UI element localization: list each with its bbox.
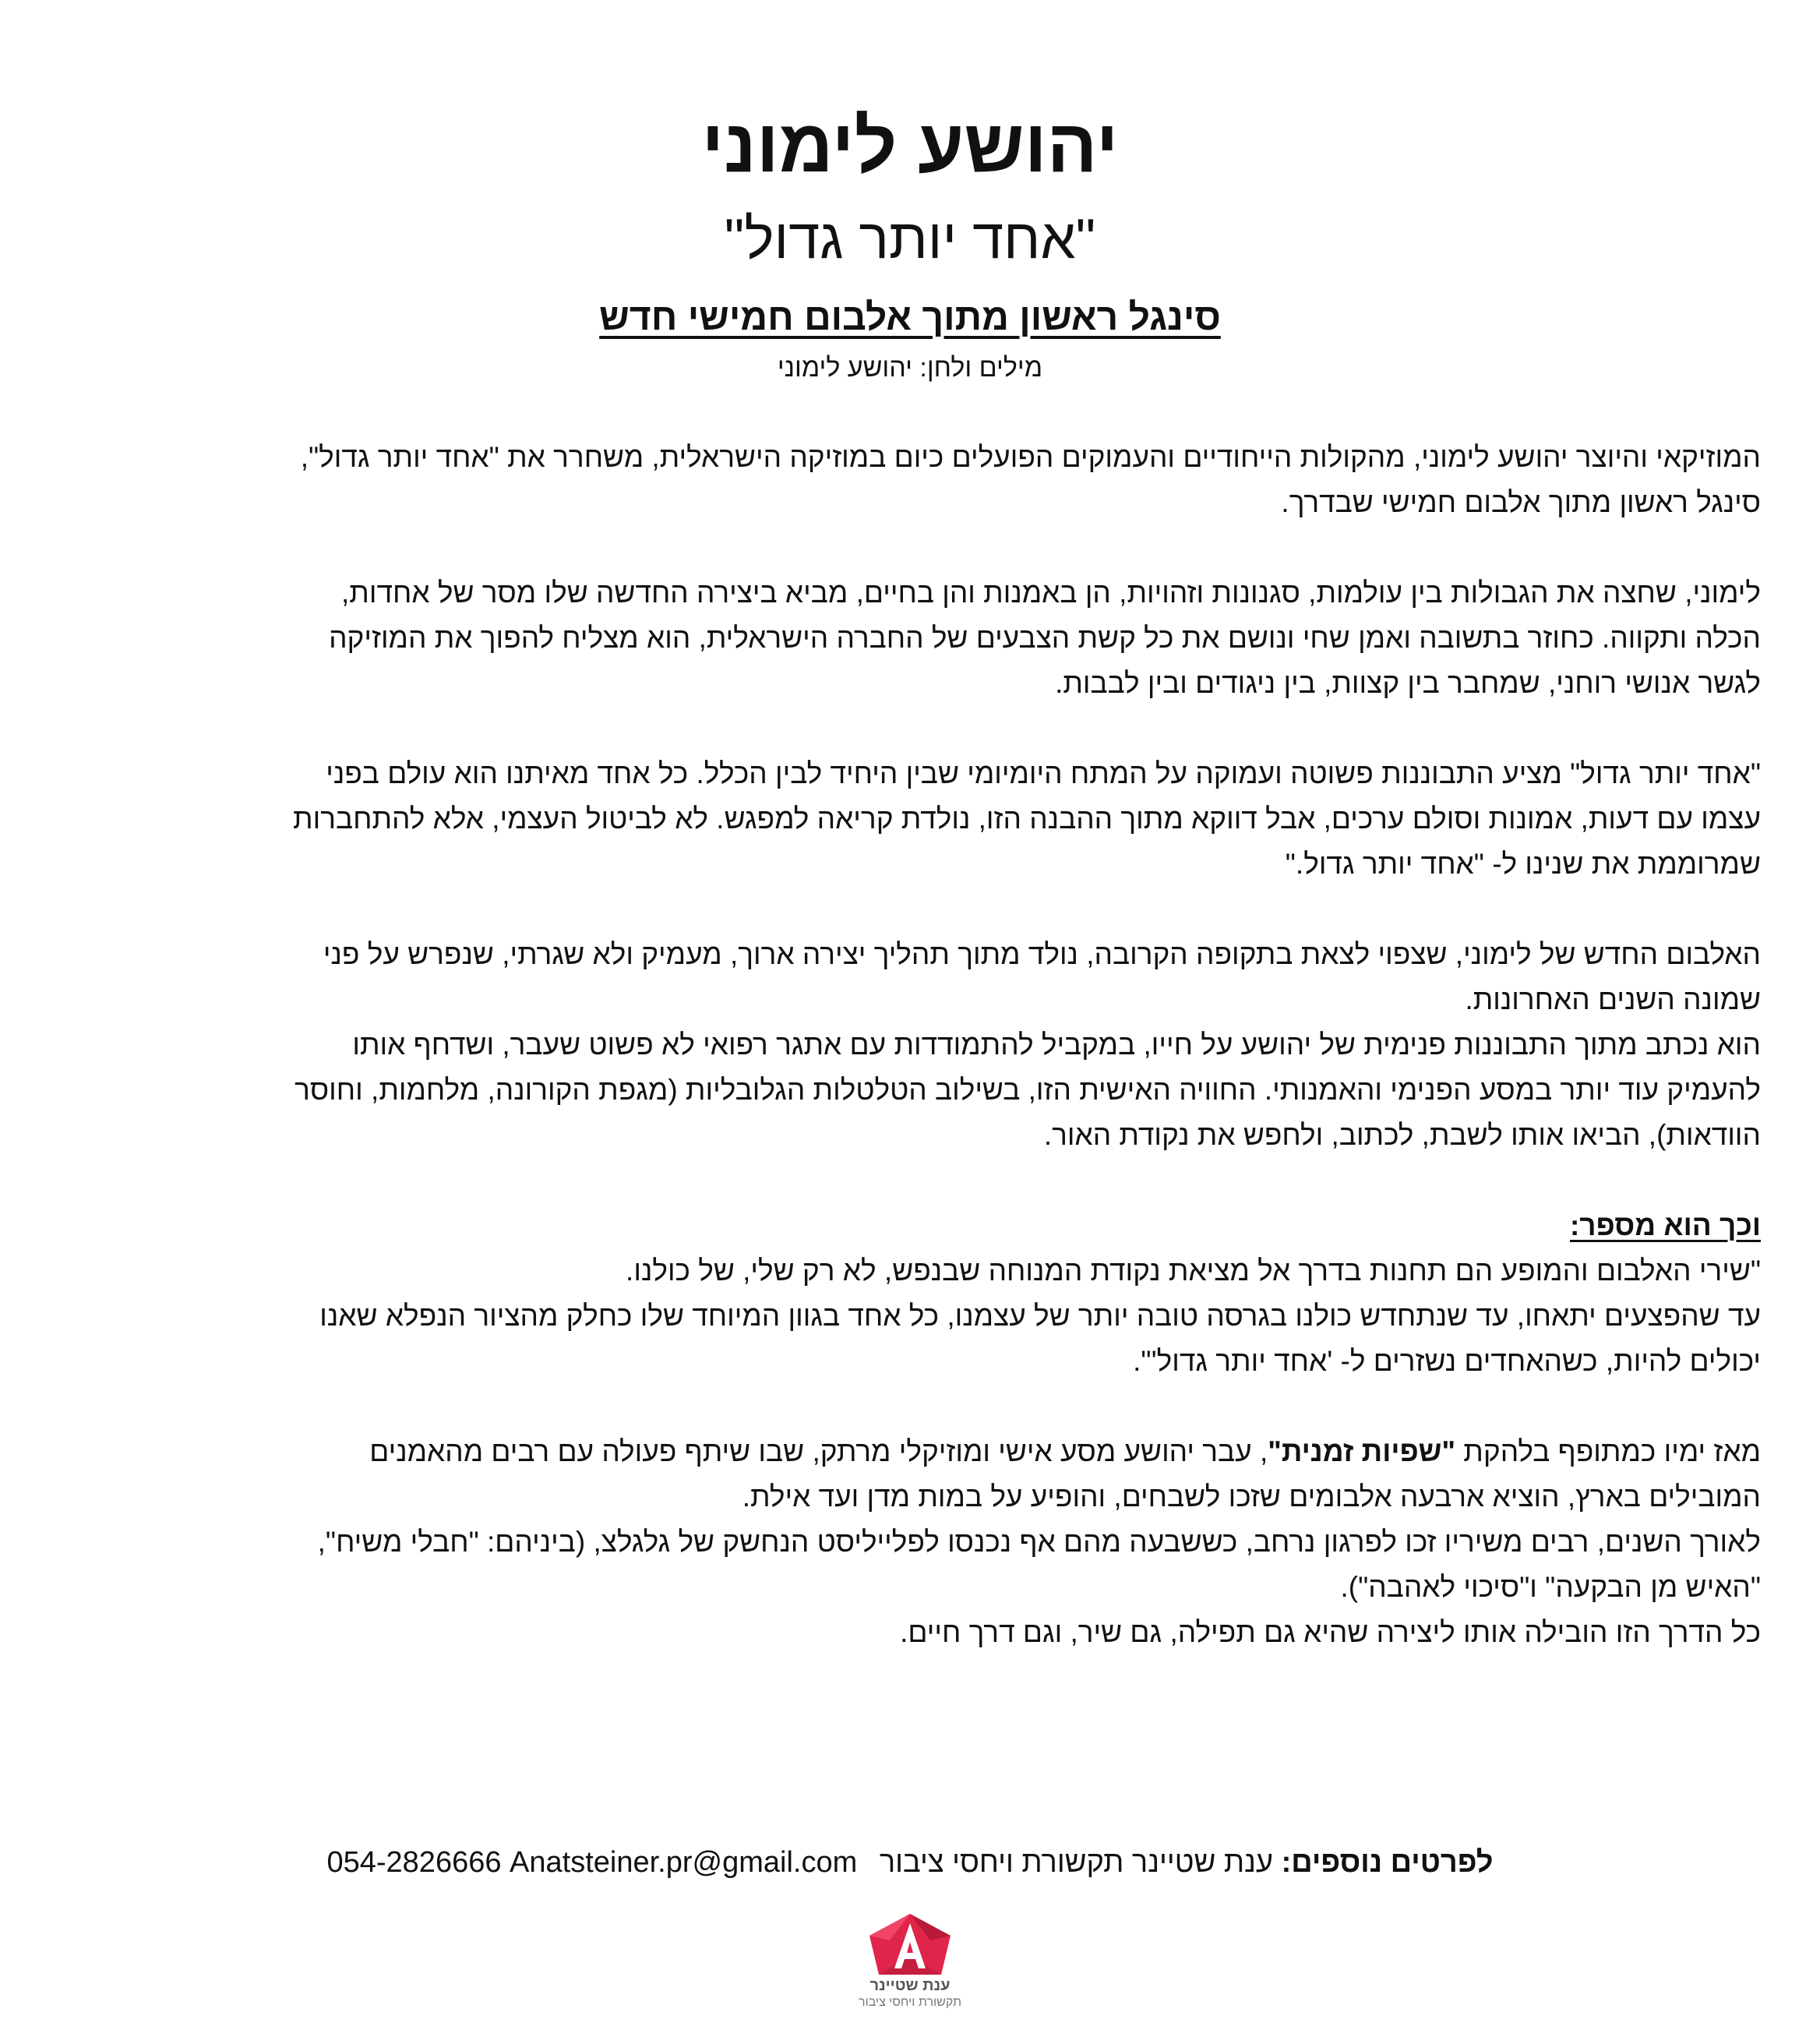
paragraph-line: המוזיקאי והיוצר יהושע לימוני, מהקולות הייחודיים והעמוקים הפועלים כיום במוזיקה הישראלית, משחרר את "אחד יותר גדול",	[300, 441, 1761, 473]
band-name: "שפיות זמנית"	[1268, 1435, 1456, 1467]
paragraph-line: לגשר אנושי רוחני, שמחבר בין קצוות, בין ניגודים ובין לבבות.	[1055, 667, 1761, 699]
paragraph-text: , עבר יהושע מסע אישי ומוזיקלי מרתק, שבו שיתף פעולה עם רבים מהאמנים	[369, 1435, 1268, 1467]
paragraph-line: יכולים להיות, כשהאחדים נשזרים ל- 'אחד יותר גדול'".	[1133, 1345, 1761, 1377]
contact-label: לפרטים נוספים:	[1281, 1846, 1494, 1879]
paragraph-line: עצמו עם דעות, אמונות וסולם ערכים, אבל דווקא מתוך ההבנה הזו, נולדת קריאה למפגש. לא לביטול העצמי, אלא להתחברות	[293, 803, 1761, 835]
paragraph-line: סינגל ראשון מתוך אלבום חמישי שבדרך.	[1281, 486, 1761, 518]
paragraph-line: האלבום החדש של לימוני, שצפוי לצאת בתקופה הקרובה, נולד מתוך תהליך יצירה ארוך, מעמיק ולא שגרתי, שנפרש על פני	[323, 938, 1761, 970]
quote-subheading: וכך הוא מספר:	[1569, 1209, 1761, 1241]
single-subtitle: סינגל ראשון מתוך אלבום חמישי חדש	[599, 297, 1221, 338]
paragraph-line	[47, 1429, 1761, 1474]
contact-email: Anatsteiner.pr@gmail.com	[510, 1846, 858, 1879]
contact-line	[0, 1843, 1820, 1882]
paragraph-line: הוא נכתב מתוך התבוננות פנימית של יהושע על חייו, במקביל להתמודדות עם אתגר רפואי לא פשוט שעבר, ושדחף אותו	[352, 1029, 1761, 1061]
paragraph-line: כל הדרך הזו הובילה אותו ליצירה שהיא גם תפילה, גם שיר, וגם דרך חיים.	[900, 1616, 1761, 1648]
paragraph-line: שמונה השנים האחרונות.	[1465, 983, 1761, 1015]
paragraph-line: לימוני, שחצה את הגבולות בין עולמות, סגנונות וזהויות, הן באמנות והן בחיים, מביא ביצירה החדשה שלו מסר של אחדות,	[341, 577, 1761, 609]
logo-tagline: תקשורת ויחסי ציבור	[858, 1996, 962, 2009]
paragraph-line: הכלה ותקווה. כחוזר בתשובה ואמן שחי ונושם את כל קשת הצבעים של החברה הישראלית, הוא מצליח להפוך את המוזיקה	[329, 622, 1761, 654]
contact-name: ענת שטיינר תקשורת ויחסי ציבור	[879, 1846, 1274, 1879]
contact-phone: 054-2826666	[326, 1846, 502, 1879]
paragraph-line: "שירי האלבום והמופע הם תחנות בדרך אל מציאת נקודת המנוחה שבנפש, לא רק שלי, של כולנו.	[626, 1255, 1761, 1287]
paragraph-line: עד שהפצעים יתאחו, עד שנתחדש כולנו בגרסה טובה יותר של עצמנו, כל אחד בגוון המיוחד שלו כחלק מהציור הנפלא שאנו	[319, 1300, 1761, 1332]
paragraph-line: לאורך השנים, רבים משיריו זכו לפרגון נרחב, כששבעה מהם אף נכנסו לפלייליסט הנחשק של גלגלצ, (ביניהם: "חבלי משיח",	[317, 1526, 1761, 1558]
paragraph-text: מאז ימיו כמתופף בלהקת	[1455, 1435, 1761, 1467]
paragraph-line: "האיש מן הבקעה" ו"סיכוי לאהבה").	[1340, 1571, 1761, 1603]
paragraph-line: "אחד יותר גדול" מציע התבוננות פשוטה ועמוקה על המתח היומיומי שבין היחיד לבין הכלל. כל אחד מאיתנו הוא עולם בפני	[326, 757, 1761, 789]
paragraph-line: המובילים בארץ, הוציא ארבעה אלבומים שזכו לשבחים, והופיע על במות מדן ועד אילת.	[742, 1481, 1761, 1513]
credits-line: מילים ולחן: יהושע לימוני	[777, 353, 1043, 383]
artist-title: יהושע לימוני	[701, 104, 1119, 188]
paragraph-line: להעמיק עוד יותר במסע הפנימי והאמנותי. החוויה האישית הזו, בשילוב הטלטלות הגלובליות (מגפת הקורונה, מלחמות, וחוסר	[295, 1074, 1761, 1106]
logo-name: ענת שטיינר	[869, 1977, 951, 1994]
paragraph-line: הוודאות), הביאו אותו לשבת, לכתוב, ולחפש את נקודת האור.	[1043, 1119, 1761, 1151]
paragraph-line: שמרוממת את שנינו ל- "אחד יותר גדול."	[1285, 848, 1761, 880]
article-body	[47, 435, 1761, 1655]
song-title: "אחד יותר גדול"	[724, 208, 1096, 270]
